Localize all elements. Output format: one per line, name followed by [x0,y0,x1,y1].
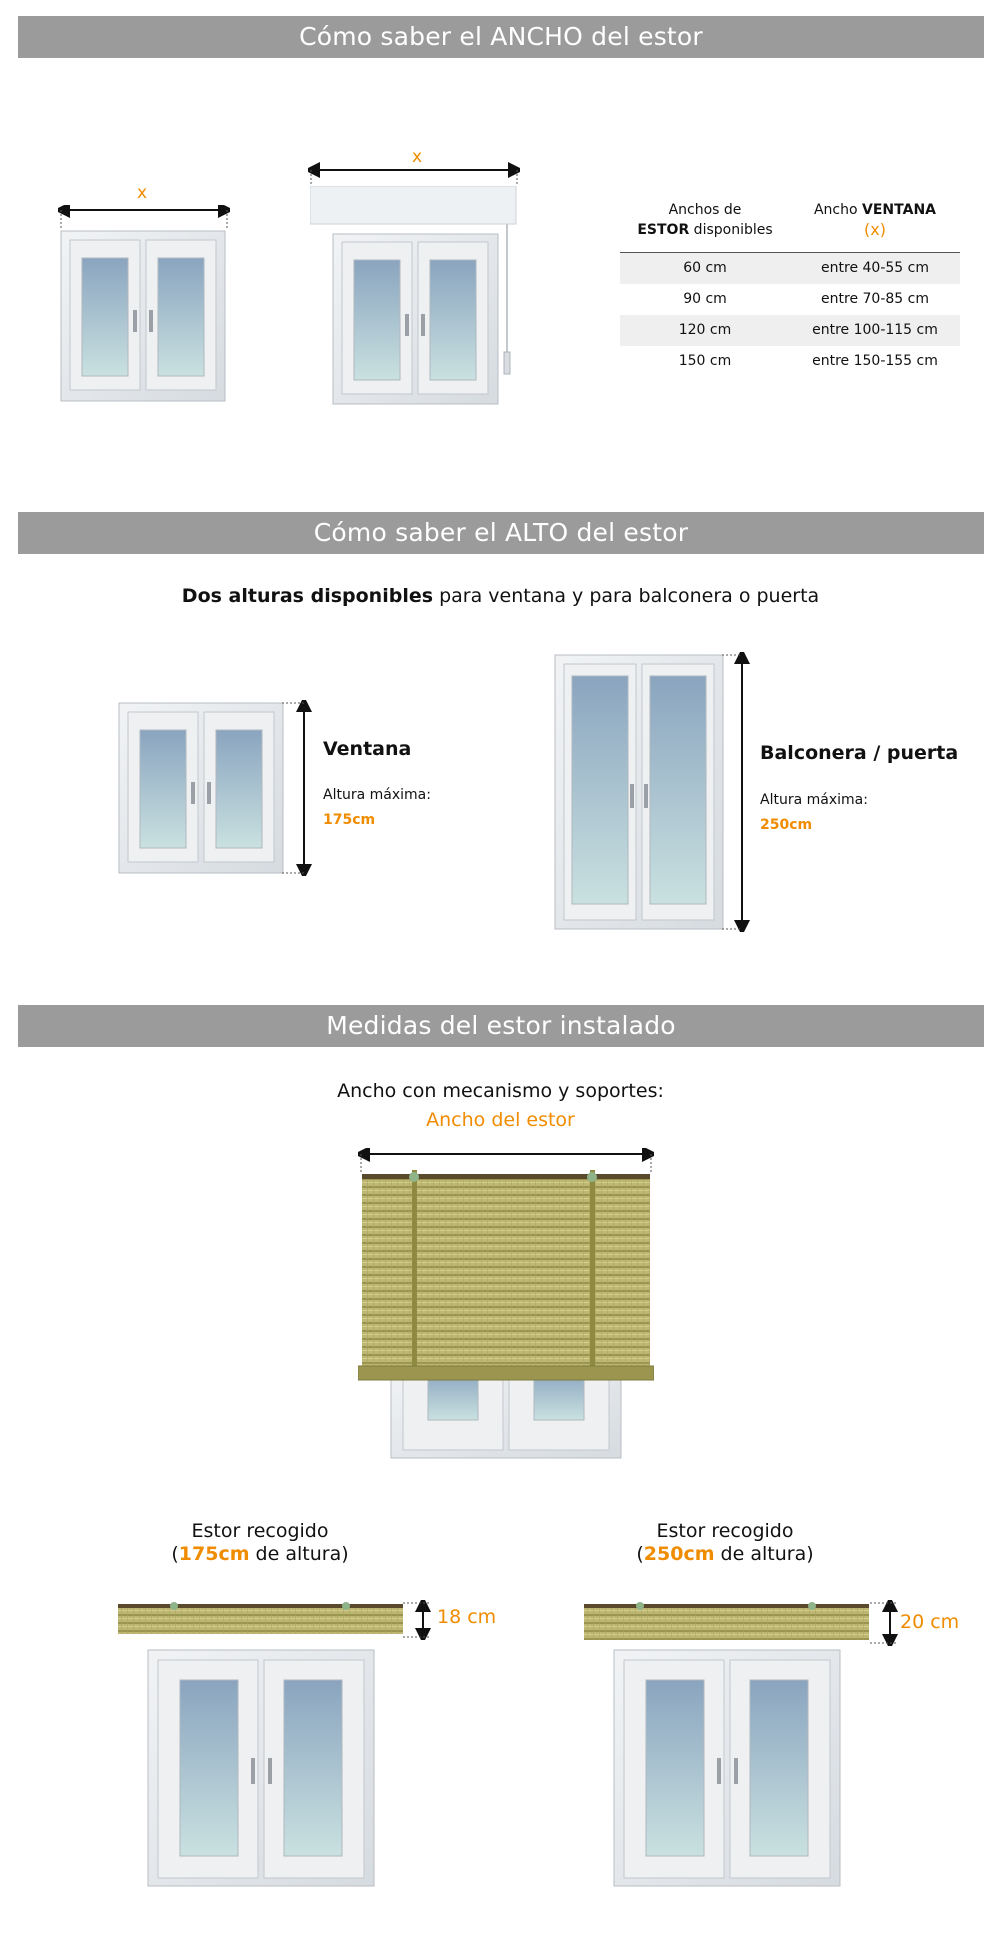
installed-line2: Ancho del estor [426,1109,575,1131]
cell-estor: 150 cm [678,353,732,369]
col-estor-bold: ESTOR [637,222,690,238]
right-subtitle [595,1543,855,1565]
cell-ventana: entre 150-155 cm [812,353,938,369]
balconera-height-arrow [722,652,752,932]
left-rolled-blind-illustration [118,1598,438,1898]
section-title-installed: Medidas del estor instalado [18,1005,984,1047]
col-ventana-header [790,200,960,252]
left-title: Estor recogido [191,1520,329,1542]
right-rest: de altura) [714,1543,814,1565]
col-ventana-bold: VENTANA [862,202,936,218]
table-row [620,284,960,315]
col-estor-header [620,200,790,252]
width-x-label: x [137,183,148,203]
left-open: ( [171,1543,179,1565]
width-x-label-2: x [412,147,423,167]
balconera-illustration [554,654,724,930]
left-value: 175cm [178,1543,250,1565]
table-row [620,346,960,377]
section-title-height: Cómo saber el ALTO del estor [18,512,984,554]
box-blind-illustration [310,186,520,406]
width-table [620,200,960,377]
left-rest: de altura) [249,1543,349,1565]
left-rolled-height-arrow [403,1600,433,1640]
col-ventana-x: (x) [864,220,886,239]
cell-estor: 90 cm [683,291,727,307]
left-rolled-value: 18 cm [437,1606,497,1628]
left-subtitle [130,1543,390,1565]
ventana-title: Ventana [323,738,412,760]
height-intro-rest: para ventana y para balconera o puerta [433,585,820,607]
balconera-title: Balconera / puerta [760,742,959,764]
cell-ventana: entre 70-85 cm [821,291,929,307]
col-estor-line1: Anchos de [668,202,742,218]
right-open: ( [636,1543,644,1565]
table-row [620,315,960,346]
ventana-max-label: Altura máxima: [323,787,431,803]
window-illustration [60,230,226,402]
right-title: Estor recogido [656,1520,794,1542]
cell-estor: 60 cm [683,260,727,276]
ventana-max-value: 175cm [323,812,376,828]
ventana-illustration [118,702,284,874]
col-ventana-prefix: Ancho [813,202,863,218]
ventana-height-arrow [282,700,312,876]
height-intro-bold: Dos alturas disponibles [181,585,434,607]
cell-ventana: entre 100-115 cm [812,322,938,338]
installed-blind-illustration [358,1170,654,1460]
cell-estor: 120 cm [678,322,732,338]
cell-ventana: entre 40-55 cm [821,260,929,276]
installed-line1: Ancho con mecanismo y soportes: [337,1080,664,1102]
col-estor-rest: disponibles [689,222,773,238]
table-header [620,200,960,253]
table-row [620,253,960,284]
right-rolled-value: 20 cm [900,1611,960,1633]
right-value: 250cm [643,1543,715,1565]
right-rolled-blind-illustration [584,1598,904,1898]
height-intro [0,585,1001,607]
section-title-width: Cómo saber el ANCHO del estor [18,16,984,58]
right-rolled-height-arrow [870,1600,900,1646]
balconera-max-label: Altura máxima: [760,792,868,808]
balconera-max-value: 250cm [760,817,813,833]
width-arrow [58,205,230,231]
